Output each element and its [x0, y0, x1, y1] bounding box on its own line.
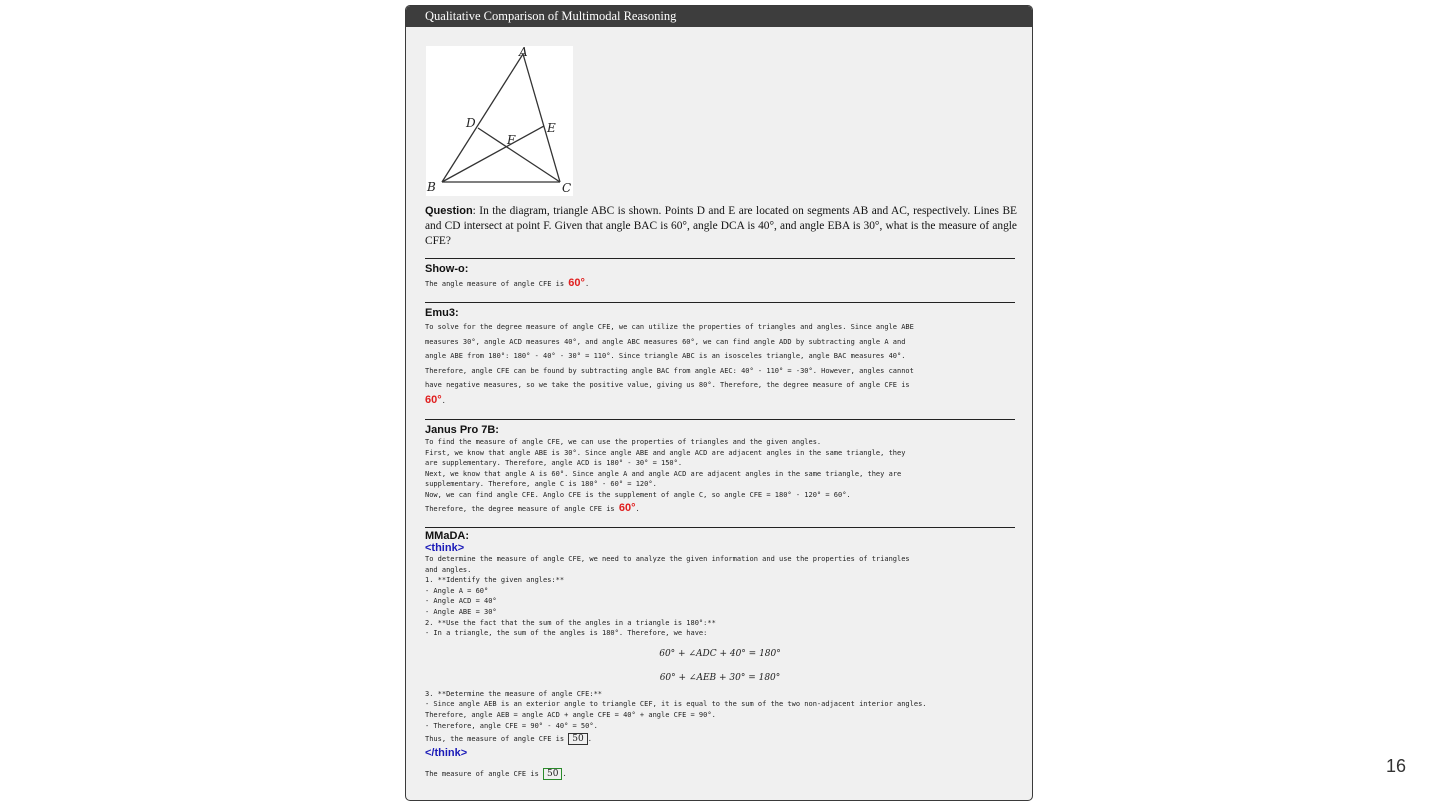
card-title: Qualitative Comparison of Multimodal Reasoning — [406, 6, 1032, 27]
mmada-final-text: The measure of angle CFE is — [425, 769, 544, 778]
question-label: Question — [425, 205, 473, 217]
mmada-section — [425, 527, 1015, 779]
mmada-line: and angles. — [425, 565, 472, 574]
emu3-response — [425, 320, 1015, 409]
think-open-tag: <think> — [425, 542, 465, 554]
equation-2: 60° + ∠AEB + 30° = 180° — [659, 672, 781, 683]
think-close-tag: </think> — [425, 746, 468, 759]
mmada-line: 2. **Use the fact that the sum of the angles in a triangle is 180°:** — [425, 618, 716, 627]
mmada-thus-text: Thus, the measure of angle CFE is — [425, 735, 569, 744]
label-d: D — [466, 116, 476, 130]
response-end: . — [635, 504, 640, 513]
mmada-line: Therefore, angle AEB = angle ACD + angle CFE = 40° + angle CFE = 90°. — [425, 710, 716, 719]
emu3-line: angle ABE from 180°: 180° - 40° - 30° = 110°. Since triangle ABC is an isosceles triangle, angle BAC measures 40°. — [425, 352, 906, 361]
question-text: : In the diagram, triangle ABC is shown. Points D and E are located on segments AB and AC, respectively. Lines BE and CD intersect at point F. Given that angle BAC is 60°, angle DCA is 40°, and angle EBA is 30°, what is the measure of angle CFE? — [425, 205, 1017, 247]
page-number: 16 — [1386, 756, 1407, 776]
divider — [425, 527, 1015, 528]
mmada-line: 1. **Identify the given angles:** — [425, 576, 565, 585]
emu3-line: To solve for the degree measure of angle CFE, we can utilize the properties of triangles and angles. Since angle ABE — [425, 323, 914, 331]
emu3-line: have negative measures, so we take the positive value, giving us 80°. Therefore, the degree measure of angle CFE is — [425, 381, 910, 390]
mmada-line: To determine the measure of angle CFE, we need to analyze the given information and use the properties of triangles — [425, 555, 910, 563]
show-o-response — [425, 276, 1015, 292]
janus-final-text: Therefore, the degree measure of angle CFE is — [425, 504, 619, 513]
segment-ab — [442, 54, 523, 182]
equation-1: 60° + ∠ADC + 40° = 180° — [659, 648, 781, 659]
segment-ac — [523, 54, 560, 182]
mmada-final-answer: 50 — [543, 768, 562, 780]
segment-be — [442, 126, 544, 182]
janus-line: Next, we know that angle A is 60°. Since angle A and angle ACD are adjacent angles in the same triangle, they are — [425, 469, 902, 478]
comparison-card — [405, 5, 1033, 801]
response-end: . — [562, 769, 567, 778]
label-c: C — [562, 181, 572, 195]
mmada-line: - In a triangle, the sum of the angles is 180°. Therefore, we have: — [425, 629, 708, 638]
card-body — [425, 27, 1017, 800]
emu3-line: Therefore, angle CFE can be found by subtracting angle BAC from angle AEC: 40° - 110° = -30°. However, angles cannot — [425, 366, 914, 375]
janus-line: First, we know that angle ABE is 30°. Since angle ABE and angle ACD are adjacent angles in the same triangle, they — [425, 448, 906, 457]
janus-line: Now, we can find angle CFE. Anglo CFE is the supplement of angle C, so angle CFE = 180° - 120° = 60°. — [425, 490, 851, 499]
model-name-mmada: MMaDA: — [425, 530, 469, 542]
response-end: . — [587, 735, 592, 744]
janus-response — [425, 437, 1015, 516]
mmada-line: 3. **Determine the measure of angle CFE:** — [425, 689, 603, 698]
divider — [425, 419, 1015, 420]
model-name-emu3: Emu3: — [425, 307, 459, 319]
mmada-boxed-answer: 50 — [568, 733, 587, 745]
triangle-diagram — [426, 46, 573, 196]
mmada-line: - Angle ACD = 40° — [425, 597, 497, 606]
janus-answer: 60° — [618, 501, 636, 514]
mmada-final — [425, 769, 1015, 779]
mmada-line: - Therefore, angle CFE = 90° - 40° = 50°. — [425, 721, 598, 730]
mmada-line: - Angle A = 60° — [425, 586, 489, 595]
show-o-answer: 60° — [568, 277, 585, 289]
response-text: The angle measure of angle CFE is — [425, 280, 569, 288]
label-a: A — [519, 46, 528, 59]
mmada-response-b — [425, 689, 1015, 745]
response-end: . — [584, 280, 590, 288]
emu3-line: measures 30°, angle ACD measures 40°, and angle ABC measures 60°, we can find angle ADD by subtracting angle A and — [425, 337, 906, 346]
question-block — [425, 204, 1017, 249]
model-name-janus: Janus Pro 7B: — [425, 424, 499, 436]
show-o-section — [425, 258, 1015, 292]
janus-line: supplementary. Therefore, angle C is 180° - 60° = 120°. — [425, 480, 657, 489]
janus-section — [425, 419, 1015, 516]
label-e: E — [547, 121, 556, 135]
mmada-line: - Angle ABE = 30° — [425, 607, 497, 616]
emu3-section — [425, 302, 1015, 409]
emu3-answer: 60° — [425, 393, 442, 406]
response-end: . — [441, 396, 446, 405]
model-name-show-o: Show-o: — [425, 263, 469, 275]
janus-line: To find the measure of angle CFE, we can use the properties of triangles and the given angles. — [425, 438, 822, 446]
label-b: B — [427, 180, 436, 194]
janus-line: are supplementary. Therefore, angle ACD is 180° - 30° = 150°. — [425, 459, 683, 468]
divider — [425, 258, 1015, 259]
label-f: F — [507, 133, 516, 147]
mmada-line: - Since angle AEB is an exterior angle to triangle CEF, it is equal to the sum of the two non-adjacent interior angles. — [425, 700, 927, 709]
mmada-response — [425, 554, 1015, 639]
divider — [425, 302, 1015, 303]
